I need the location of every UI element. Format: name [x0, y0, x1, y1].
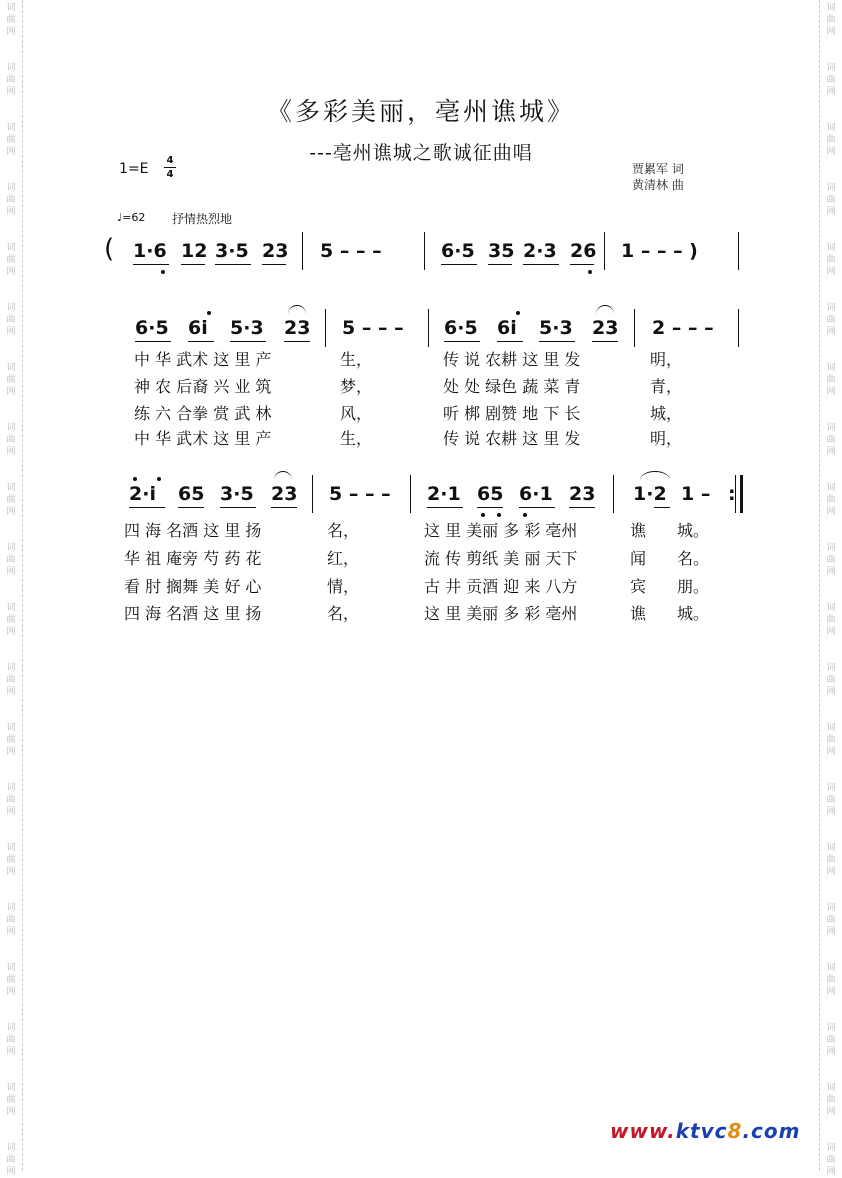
- lyric-line: 明，: [650, 429, 683, 448]
- composer-credit: 黄清林 曲: [632, 178, 684, 192]
- barline: [302, 232, 303, 270]
- side-watermark-mark: 词 曲 网: [826, 1023, 836, 1057]
- expression-marking: 抒情热烈地: [172, 212, 233, 226]
- beam-underline: [188, 341, 214, 342]
- slur-tie: [274, 471, 292, 480]
- note-group: 6i: [188, 317, 208, 339]
- note-group: 2·3: [523, 240, 557, 262]
- note-group: 2·i: [129, 483, 156, 505]
- beam-underline: [441, 264, 477, 265]
- low-octave-dot: [481, 513, 485, 517]
- final-barline: [740, 475, 743, 513]
- beam-underline: [262, 264, 286, 265]
- side-watermark-mark: 词 曲 网: [6, 123, 16, 157]
- side-watermark-mark: 词 曲 网: [6, 1083, 16, 1117]
- side-watermark-mark: 词 曲 网: [6, 903, 16, 937]
- beam-underline: [178, 507, 204, 508]
- lyric-line: 华 祖 庵旁 芍 药 花: [124, 549, 262, 568]
- low-octave-dot: [523, 513, 527, 517]
- beam-underline: [539, 341, 575, 342]
- song-title: 《多彩美丽，亳州谯城》: [266, 97, 575, 126]
- note-group: 23: [569, 483, 596, 505]
- lyric-line: 四 海 名酒 这 里 扬: [124, 521, 262, 540]
- side-watermark-mark: 词 曲 网: [826, 3, 836, 37]
- side-watermark-mark: 词 曲 网: [6, 63, 16, 97]
- lyric-line: 城。: [677, 521, 710, 540]
- barline: [325, 309, 326, 347]
- note-group: 12: [181, 240, 208, 262]
- beam-underline: [129, 507, 165, 508]
- note-group: 1·6: [133, 240, 167, 262]
- beam-underline: [488, 264, 512, 265]
- lyric-line: 这 里 美丽 多 彩 亳州: [424, 604, 578, 623]
- lyric-line: 流 传 剪纸 美 丽 天下: [424, 549, 578, 568]
- high-octave-dot: [133, 477, 137, 481]
- lyric-line: 这 里 美丽 多 彩 亳州: [424, 521, 578, 540]
- note-group: 23: [262, 240, 289, 262]
- side-watermark-mark: 词 曲 网: [826, 543, 836, 577]
- high-octave-dot: [157, 477, 161, 481]
- side-watermark-mark: 词 曲 网: [6, 483, 16, 517]
- lyric-line: 生，: [340, 350, 373, 369]
- repeat-sign: :: [728, 483, 736, 505]
- note-group: 65: [477, 483, 504, 505]
- note-group: 35: [488, 240, 515, 262]
- lyric-line: 红，: [327, 549, 360, 568]
- barline: [613, 475, 614, 513]
- note-group: 6i: [497, 317, 517, 339]
- lyric-line: 宾: [630, 577, 647, 596]
- side-watermark-mark: 词 曲 网: [826, 603, 836, 637]
- note-group: 23: [592, 317, 619, 339]
- slur-tie: [640, 471, 670, 480]
- lyricist-credit: 贾累军 词: [632, 162, 684, 176]
- lyric-line: 名，: [327, 604, 360, 623]
- beam-underline: [444, 341, 480, 342]
- beam-underline: [654, 507, 670, 508]
- side-watermark-mark: 词 曲 网: [6, 1023, 16, 1057]
- beam-underline: [220, 507, 256, 508]
- barline: [634, 309, 635, 347]
- side-watermark-mark: 词 曲 网: [826, 783, 836, 817]
- site-watermark-suffix: .com: [742, 1119, 801, 1143]
- lyric-line: 练 六 合拳 赏 武 林: [134, 404, 272, 423]
- low-octave-dot: [588, 270, 592, 274]
- right-watermark-strip: [819, 0, 842, 1177]
- lyric-line: 四 海 名酒 这 里 扬: [124, 604, 262, 623]
- note-group: 6·5: [441, 240, 475, 262]
- note-group: 6·5: [135, 317, 169, 339]
- tempo-marking: ♩=62: [117, 211, 146, 224]
- side-watermark-mark: 词 曲 网: [6, 183, 16, 217]
- key-signature: 1=E: [119, 161, 149, 177]
- side-watermark-mark: 词 曲 网: [826, 723, 836, 757]
- beam-underline: [271, 507, 297, 508]
- side-watermark-mark: 词 曲 网: [6, 303, 16, 337]
- notation-line-verse-a: [0, 317, 842, 377]
- lyric-line: 青，: [650, 377, 683, 396]
- note-group: 1 –: [681, 483, 711, 505]
- note-group: 2·1: [427, 483, 461, 505]
- low-octave-dot: [161, 270, 165, 274]
- lyric-line: 听 梆 剧赞 地 下 长: [443, 404, 581, 423]
- side-watermark-mark: 词 曲 网: [826, 303, 836, 337]
- lyric-line: 朋。: [677, 577, 710, 596]
- side-watermark-mark: 词 曲 网: [6, 723, 16, 757]
- time-signature: [164, 155, 176, 180]
- beam-underline: [133, 264, 169, 265]
- beam-underline: [135, 341, 171, 342]
- beam-underline: [427, 507, 463, 508]
- side-watermark-mark: 词 曲 网: [826, 483, 836, 517]
- lyric-line: 处 处 绿色 蔬 菜 青: [443, 377, 581, 396]
- beam-underline: [215, 264, 251, 265]
- side-watermark-mark: 词 曲 网: [6, 663, 16, 697]
- side-watermark-mark: 词 曲 网: [6, 603, 16, 637]
- note-group: 23: [284, 317, 311, 339]
- beam-underline: [477, 507, 503, 508]
- side-watermark-mark: 词 曲 网: [6, 783, 16, 817]
- lyric-line: 城，: [650, 404, 683, 423]
- side-watermark-mark: 词 曲 网: [6, 243, 16, 277]
- site-watermark-num: 8: [727, 1119, 743, 1143]
- note-group: 3·5: [215, 240, 249, 262]
- site-watermark-prefix: www.: [610, 1119, 676, 1143]
- side-watermark-mark: 词 曲 网: [6, 543, 16, 577]
- note-group: 3·5: [220, 483, 254, 505]
- lyric-line: 闻: [630, 549, 647, 568]
- lyric-line: 梦，: [340, 377, 373, 396]
- lyric-line: 城。: [677, 604, 710, 623]
- beam-underline: [569, 507, 595, 508]
- slur-tie: [596, 305, 614, 314]
- side-watermark-mark: 词 曲 网: [6, 843, 16, 877]
- side-watermark-mark: 词 曲 网: [6, 363, 16, 397]
- notation-line-intro: [0, 234, 842, 300]
- side-watermark-mark: 词 曲 网: [826, 1143, 836, 1177]
- lyric-line: 名。: [677, 549, 710, 568]
- barline: [735, 475, 736, 513]
- lyric-line: 神 农 后裔 兴 业 筑: [134, 377, 272, 396]
- barline: [428, 309, 429, 347]
- note-group: 26: [570, 240, 597, 262]
- note-group: 23: [271, 483, 298, 505]
- note-group: 1·2: [633, 483, 667, 505]
- lyric-line: 中 华 武术 这 里 产: [134, 429, 272, 448]
- beam-underline: [519, 507, 555, 508]
- side-watermark-mark: 词 曲 网: [826, 183, 836, 217]
- lyric-line: 生，: [340, 429, 373, 448]
- barline: [410, 475, 411, 513]
- note-group: 5 – – –: [320, 240, 382, 262]
- high-octave-dot: [516, 311, 520, 315]
- note-group: 1 – – – ): [621, 240, 698, 262]
- lyric-line: 谯: [630, 604, 647, 623]
- site-watermark: [610, 1119, 800, 1143]
- beam-underline: [181, 264, 205, 265]
- barline: [312, 475, 313, 513]
- lyric-line: 风，: [340, 404, 373, 423]
- barline: [738, 309, 739, 347]
- side-watermark-mark: 词 曲 网: [826, 363, 836, 397]
- note-group: 5·3: [539, 317, 573, 339]
- side-watermark-mark: 词 曲 网: [826, 843, 836, 877]
- side-watermark-mark: 词 曲 网: [826, 1083, 836, 1117]
- barline: [604, 232, 605, 270]
- side-watermark-mark: 词 曲 网: [826, 123, 836, 157]
- beam-underline: [523, 264, 559, 265]
- lyric-line: 传 说 农耕 这 里 发: [443, 350, 581, 369]
- note-group: (: [104, 234, 115, 264]
- side-watermark-mark: 词 曲 网: [826, 963, 836, 997]
- note-group: 6·1: [519, 483, 553, 505]
- slur-tie: [288, 305, 306, 314]
- lyric-line: 谯: [630, 521, 647, 540]
- side-watermark-mark: 词 曲 网: [6, 3, 16, 37]
- time-signature-bottom: 4: [166, 169, 174, 180]
- time-signature-top: 4: [166, 155, 174, 166]
- side-watermark-mark: 词 曲 网: [826, 663, 836, 697]
- beam-underline: [284, 341, 310, 342]
- barline: [424, 232, 425, 270]
- lyric-line: 传 说 农耕 这 里 发: [443, 429, 581, 448]
- note-group: 6·5: [444, 317, 478, 339]
- beam-underline: [497, 341, 523, 342]
- beam-underline: [570, 264, 594, 265]
- lyric-line: 古 井 贡酒 迎 来 八方: [424, 577, 578, 596]
- note-group: 5 – – –: [329, 483, 391, 505]
- barline: [738, 232, 739, 270]
- note-group: 2 – – –: [652, 317, 714, 339]
- high-octave-dot: [207, 311, 211, 315]
- side-watermark-mark: 词 曲 网: [6, 1143, 16, 1177]
- side-watermark-mark: 词 曲 网: [6, 423, 16, 457]
- beam-underline: [592, 341, 618, 342]
- side-watermark-mark: 词 曲 网: [826, 63, 836, 97]
- site-watermark-mid: ktvc: [675, 1119, 728, 1143]
- side-watermark-mark: 词 曲 网: [826, 423, 836, 457]
- lyric-line: 看 肘 搁舞 美 好 心: [124, 577, 262, 596]
- lyric-line: 名，: [327, 521, 360, 540]
- note-group: 65: [178, 483, 205, 505]
- side-watermark-mark: 词 曲 网: [6, 963, 16, 997]
- side-watermark-mark: 词 曲 网: [826, 243, 836, 277]
- credits: [632, 161, 684, 193]
- lyric-line: 明，: [650, 350, 683, 369]
- song-subtitle: ---亳州谯城之歌诚征曲唱: [309, 142, 533, 164]
- lyric-line: 中 华 武术 这 里 产: [134, 350, 272, 369]
- note-group: 5·3: [230, 317, 264, 339]
- low-octave-dot: [497, 513, 501, 517]
- beam-underline: [230, 341, 266, 342]
- left-watermark-strip: [0, 0, 23, 1177]
- note-group: 5 – – –: [342, 317, 404, 339]
- lyric-line: 情，: [327, 577, 360, 596]
- side-watermark-mark: 词 曲 网: [826, 903, 836, 937]
